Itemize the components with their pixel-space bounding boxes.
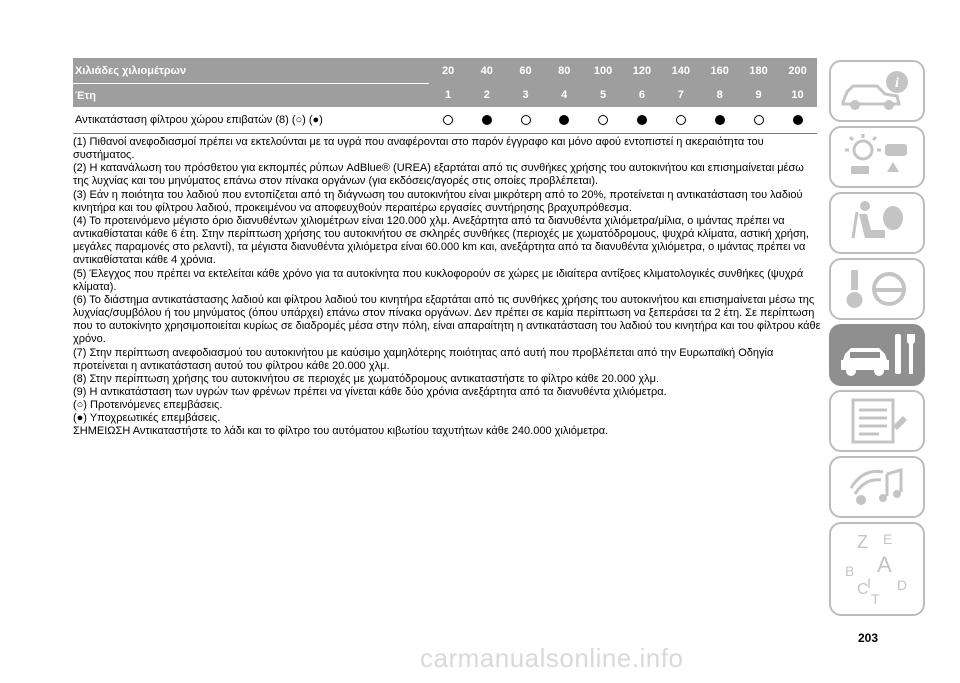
required-dot-icon: [482, 115, 492, 125]
km-cell: 160: [700, 58, 739, 84]
footnote: (7) Στην περίπτωση ανεφοδιασμού του αυτοκινήτου με καύσιμο χαμηλότερης ποιότητας από αυτή που προβλέπεται από την Ευρωπαϊκή Οδηγία προτείνεται η αντικατάσταση αυτού του φίλτρου κάθε 20.000 χλμ.: [73, 346, 774, 372]
interval-cell: [506, 107, 545, 134]
footnotes: [73, 136, 821, 439]
note-gearbox: ΣΗΜΕΙΩΣΗ Αντικαταστήστε το λάδι και το φίλτρο του αυτόματου κιβωτίου ταχυτήτων κάθε 240.000 χιλιόμετρα.: [73, 425, 609, 438]
year-cell: 10: [778, 84, 817, 108]
interval-cell: [778, 107, 817, 134]
year-cell: 7: [661, 84, 700, 108]
year-cell: 1: [429, 84, 468, 108]
km-cell: 200: [778, 58, 817, 84]
km-cell: 60: [506, 58, 545, 84]
km-cell: 180: [739, 58, 778, 84]
manual-list-icon: [831, 392, 923, 450]
tab-steering-key[interactable]: [829, 258, 925, 320]
steering-key-icon: [831, 260, 923, 318]
svg-text:B: B: [845, 563, 855, 579]
year-cell: 2: [467, 84, 506, 108]
km-cell: 40: [467, 58, 506, 84]
tab-seat-airbag[interactable]: [829, 192, 925, 254]
required-dot-icon: [559, 115, 569, 125]
footnote: (9) Η αντικατάσταση των υγρών των φρένων πρέπει να γίνεται κάθε δύο χρόνια ανεξάρτητα από τα διανυθέντα χιλιόμετρα.: [73, 385, 667, 398]
required-dot-icon: [637, 115, 647, 125]
alphabet-index-icon: [831, 524, 923, 614]
car-info-icon: [831, 62, 923, 120]
tab-maintenance[interactable]: [829, 324, 925, 386]
km-header-row: [73, 58, 817, 84]
footnote: (6) Το διάστημα αντικατάστασης λαδιού και φίλτρου λαδιού του κινητήρα εξαρτάται από τις συνθήκες χρήσης του αυτοκινήτου και επισημαίνεται μέσω της λυχνίας/συμβόλου ή του μηνύματος (όπου υπάρχει) επάνω στον πίνακα οργάνων. Δεν πρέπει σε καμία περίπτωση να ξεπεράσει τα 2 έτη. Σε περίπτωση που το αυτοκίνητο χρησιμοποιείται κυρίως σε διαδρομές μέσα στην πόλη, είναι απαραίτητη η αντικατάσταση του λαδιού του κινητήρα και του φίλτρου κάθε χρόνο.: [73, 293, 821, 346]
recommended-circle-icon: [521, 115, 531, 125]
year-cell: 3: [506, 84, 545, 108]
seat-airbag-icon: [831, 194, 923, 252]
svg-text:C: C: [857, 581, 869, 598]
km-header-label: Χιλιάδες χιλιομέτρων: [73, 58, 429, 84]
recommended-circle-icon: [676, 115, 686, 125]
km-cell: 80: [545, 58, 584, 84]
tab-manual-list[interactable]: [829, 390, 925, 452]
svg-text:I: I: [867, 575, 871, 591]
svg-text:D: D: [897, 577, 908, 593]
svg-text:A: A: [877, 552, 892, 577]
interval-cell: [584, 107, 623, 134]
footnote: (8) Στην περίπτωση χρήσης του αυτοκινήτου σε περιοχές με χωματόδρομους αντικαταστήστε το φίλτρο κάθε 20.000 χλμ.: [73, 372, 660, 385]
interval-cell: [739, 107, 778, 134]
recommended-circle-icon: [598, 115, 608, 125]
svg-text:i: i: [895, 76, 899, 91]
table-row: [73, 107, 817, 134]
km-cell: 140: [661, 58, 700, 84]
km-cell: 120: [622, 58, 661, 84]
interval-cell: [467, 107, 506, 134]
row-label: Αντικατάσταση φίλτρου χώρου επιβατών (8) (○) (●): [73, 107, 429, 134]
recommended-circle-icon: [443, 115, 453, 125]
required-dot-icon: [793, 115, 803, 125]
interval-cell: [661, 107, 700, 134]
footnote: (2) Η κατανάλωση του πρόσθετου για εκπομπές ρύπων AdBlue® (UREA) εξαρτάται από τις συνθήκες χρήσης του αυτοκινήτου και επισημαίνεται μέσω της λυχνίας και του μηνύματος επάνω στον πίνακα οργάνων (για εκδόσεις/αγορές στις οποίες προβλέπεται).: [73, 162, 804, 188]
svg-text:Z: Z: [857, 532, 868, 552]
svg-text:T: T: [871, 591, 880, 607]
years-header-row: [73, 84, 817, 108]
km-cell: 20: [429, 58, 468, 84]
year-cell: 6: [622, 84, 661, 108]
km-cell: 100: [584, 58, 623, 84]
required-dot-icon: [715, 115, 725, 125]
dashboard-lights-icon: [831, 128, 923, 186]
footnote: (3) Εάν η ποιότητα του λαδιού που εντοπίζεται από τη διάγνωση του αυτοκινήτου είναι μικρότερη από το 20%, προτείνεται η αντικατάσταση του λαδιού κινητήρα και του φίλτρου λαδιού, προκειμένου να αποφευχθούν περαιτέρω εργασίες συντήρησης βραχυπρόθεσμα.: [73, 188, 803, 214]
svg-text:E: E: [883, 531, 893, 547]
interval-cell: [700, 107, 739, 134]
tab-media[interactable]: [829, 456, 925, 518]
years-header-label: Έτη: [73, 84, 429, 108]
car-wrench-icon: [831, 326, 923, 384]
year-cell: 8: [700, 84, 739, 108]
year-cell: 5: [584, 84, 623, 108]
page-number: 203: [858, 631, 879, 645]
footnote: (1) Πιθανοί ανεφοδιασμοί πρέπει να εκτελούνται με τα υγρά που αναφέρονται στο παρόν έγγραφο και μόνο αφού εντοπιστεί η ακεραιότητα του συστήματος.: [73, 136, 764, 162]
year-cell: 4: [545, 84, 584, 108]
recommended-circle-icon: [754, 115, 764, 125]
year-cell: 9: [739, 84, 778, 108]
footnote: (4) Το προτεινόμενο μέγιστο όριο διανυθέντων χιλιομέτρων είναι 120.000 χλμ. Ανεξάρτητα από τα διανυθέντα χιλιόμετρα/μίλια, ο ιμάντας πρέπει να αντικαθίσταται κάθε 6 έτη. Στην περίπτωση χρήσης του αυτοκινήτου σε σκληρές συνθήκες (περιοχές με χωματόδρομους, ψυχρά κλίματα, αστική χρήση, μεγάλες παραμονές στο ρελαντί), τα μέγιστα διανυθέντα χιλιόμετρα είναι 60.000 km και, ανεξάρτητα από τα διανυθέντα χιλιόμετρα, ο ιμάντας πρέπει να αντικαθίσταται κάθε 4 χρόνια.: [73, 214, 809, 267]
maintenance-table: [73, 58, 817, 134]
tab-alphabetical-index[interactable]: [829, 522, 925, 616]
legend-recommended: (○) Προτεινόμενες επεμβάσεις.: [73, 399, 223, 412]
interval-cell: [429, 107, 468, 134]
tab-dashboard-lights[interactable]: [829, 126, 925, 188]
legend-required: (●) Υποχρεωτικές επεμβάσεις.: [73, 412, 221, 425]
interval-cell: [622, 107, 661, 134]
media-music-icon: [831, 458, 923, 516]
interval-cell: [545, 107, 584, 134]
tab-car-info[interactable]: [829, 60, 925, 122]
footnote: (5) Έλεγχος που πρέπει να εκτελείται κάθε χρόνο για τα αυτοκίνητα που κυκλοφορούν σε χώρες με ιδιαίτερα αντίξοες κλιματολογικές συνθήκες (ψυχρά κλίματα).: [73, 267, 804, 293]
watermark: carmanualsonline.info: [420, 643, 684, 673]
